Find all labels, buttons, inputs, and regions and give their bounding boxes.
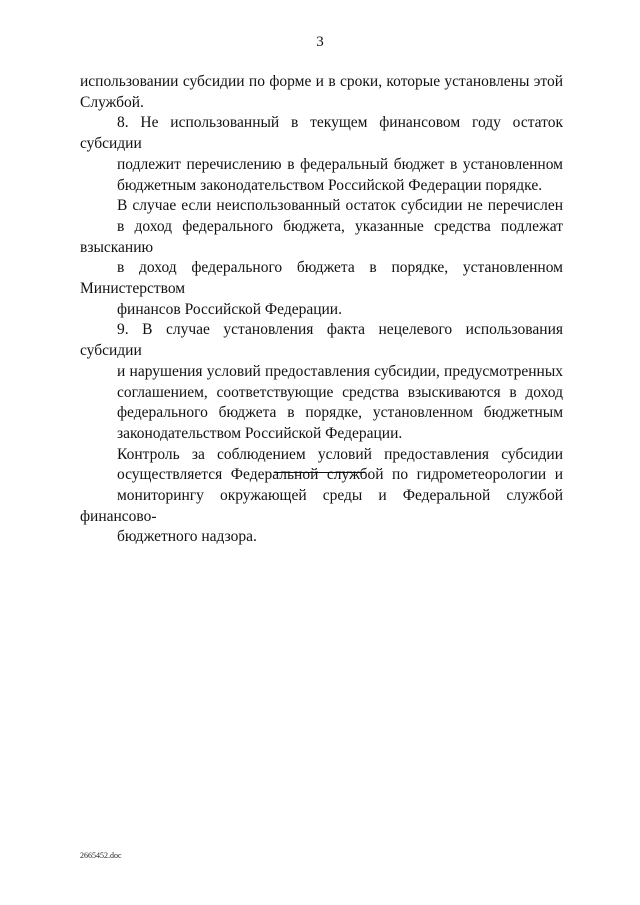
paragraph-line: 8. Не использованный в текущем финансовом году остаток субсидии — [80, 114, 563, 153]
paragraph-line: использовании субсидии по форме и в сроки, которые установлены этой — [80, 73, 563, 90]
document-code: 2665452.doc — [80, 851, 122, 860]
paragraph-line: финансов Российской Федерации. — [117, 300, 342, 318]
paragraph-line: законодательством Российской Федерации. — [117, 424, 403, 442]
paragraph-line: в доход федерального бюджета, указанные средства подлежат взысканию — [80, 217, 563, 256]
paragraph-line: бюджетным законодательством Российской Федерации порядке. — [117, 176, 543, 194]
paragraph-line: подлежит перечислению в федеральный бюджет в установленном — [117, 155, 563, 173]
paragraph-line: в доход федерального бюджета в порядке, установленном Министерством — [80, 259, 563, 298]
paragraph — [80, 445, 563, 549]
paragraph-line: 9. В случае установления факта нецелевого использования субсидии — [80, 321, 563, 360]
paragraph-line: и нарушения условий предоставления субсидии, предусмотренных — [117, 362, 563, 380]
paragraph — [80, 72, 563, 113]
paragraph-line: бюджетного надзора. — [117, 528, 257, 546]
paragraph-line: Службой. — [80, 93, 144, 111]
paragraph-line: мониторингу окружающей среды и Федеральной службой финансово- — [80, 487, 563, 525]
paragraph-line: осуществляется Федеральной службой по гидрометеорологии и — [117, 466, 563, 484]
paragraph-line: В случае если неиспользованный остаток субсидии не перечислен — [117, 197, 563, 215]
paragraph — [80, 113, 563, 196]
paragraph-line: Контроль за соблюдением условий предоставления субсидии — [117, 445, 563, 463]
paragraph-line: федерального бюджета в порядке, установленном бюджетным — [117, 404, 563, 422]
document-body — [80, 72, 563, 548]
paragraph — [80, 320, 563, 444]
page-number: 3 — [316, 34, 324, 50]
paragraph-line: соглашением, соответствующие средства взыскиваются в доход — [117, 383, 563, 401]
paragraph — [80, 196, 563, 320]
end-separator-line — [274, 472, 365, 473]
